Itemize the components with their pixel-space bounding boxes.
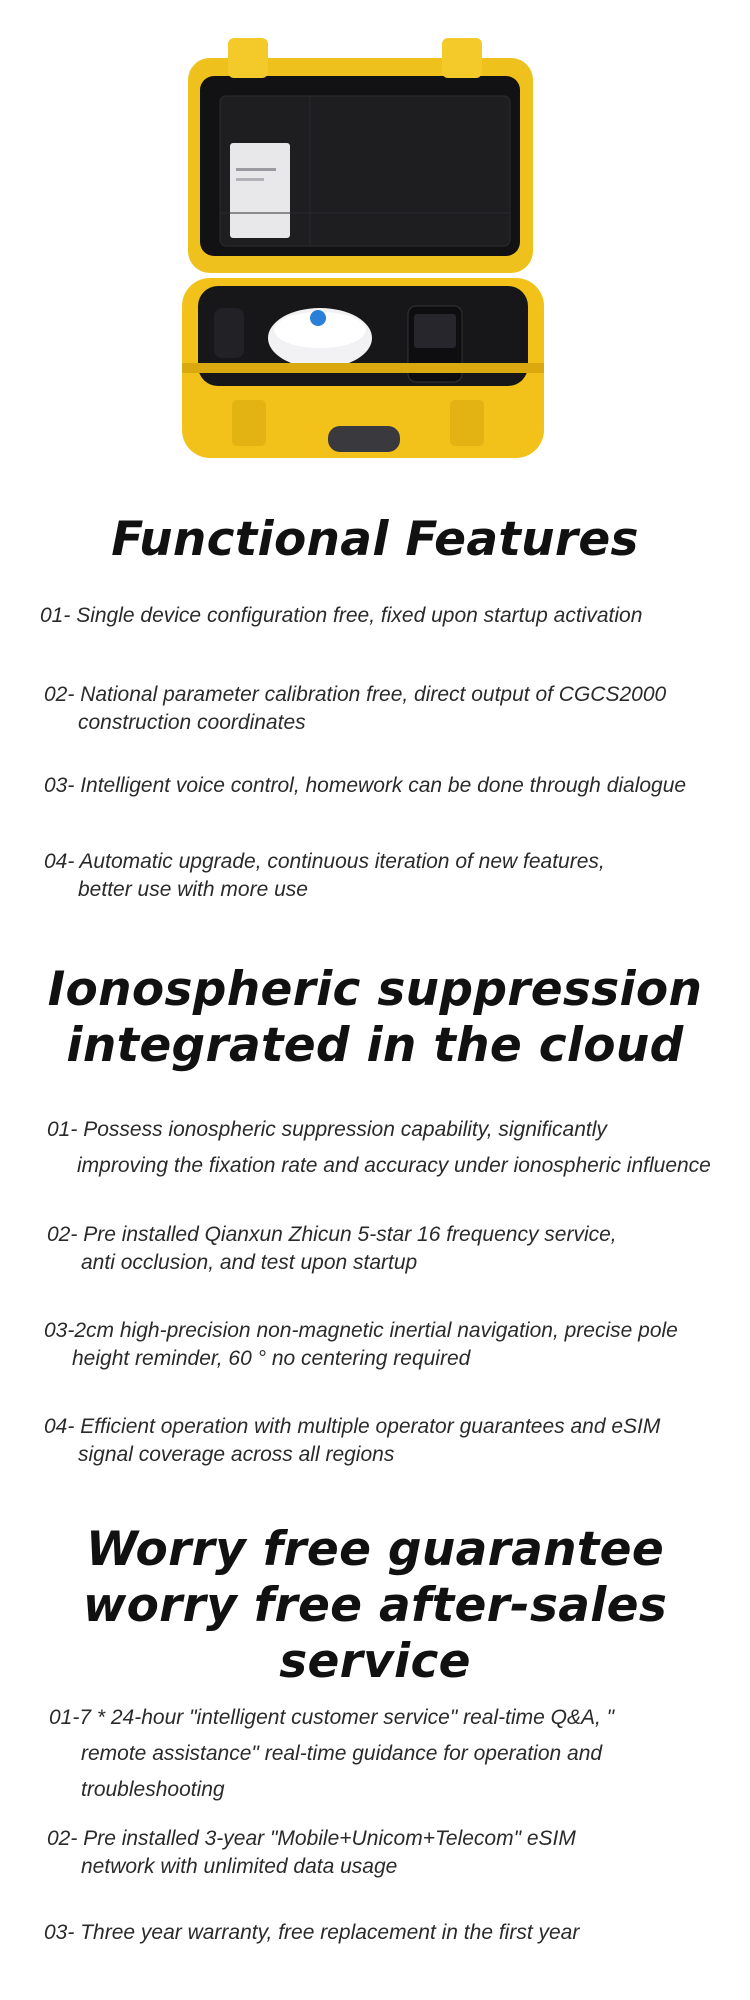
ionospheric-item-03: 03-2cm high-precision non-magnetic inertial navigation, precise pole height reminder, 60 ° no centering required	[44, 1319, 678, 1370]
feature-item-04: 04- Automatic upgrade, continuous iteration of new features, better use with more use	[44, 850, 605, 901]
section-title-ionospheric: Ionospheric suppression integrated in the cloud	[47, 962, 703, 1073]
ionospheric-item-04: 04- Efficient operation with multiple operator guarantees and eSIM signal coverage across all regions	[44, 1415, 661, 1466]
ionospheric-item-02: 02- Pre installed Qianxun Zhicun 5-star 16 frequency service, anti occlusion, and test upon startup	[47, 1223, 617, 1274]
feature-item-01: 01- Single device configuration free, fixed upon startup activation	[40, 604, 643, 627]
section-title-worry-free: Worry free guarantee worry free after-sales service	[82, 1522, 668, 1689]
product-image	[170, 18, 570, 478]
feature-item-02: 02- National parameter calibration free, direct output of CGCS2000 construction coordinates	[44, 683, 667, 734]
service-item-01: 01-7 * 24-hour "intelligent customer service" real-time Q&A, " remote assistance" real-time guidance for operation and troubleshooting	[49, 1706, 615, 1801]
feature-item-03: 03- Intelligent voice control, homework can be done through dialogue	[44, 774, 687, 797]
service-item-02: 02- Pre installed 3-year "Mobile+Unicom+Telecom" eSIM network with unlimited data usage	[47, 1827, 576, 1878]
section-title-functional-features: Functional Features	[111, 512, 639, 567]
ionospheric-item-01: 01- Possess ionospheric suppression capability, significantly improving the fixation rate and accuracy under ionospheric influence	[47, 1118, 711, 1177]
service-item-03: 03- Three year warranty, free replacement in the first year	[44, 1921, 580, 1944]
